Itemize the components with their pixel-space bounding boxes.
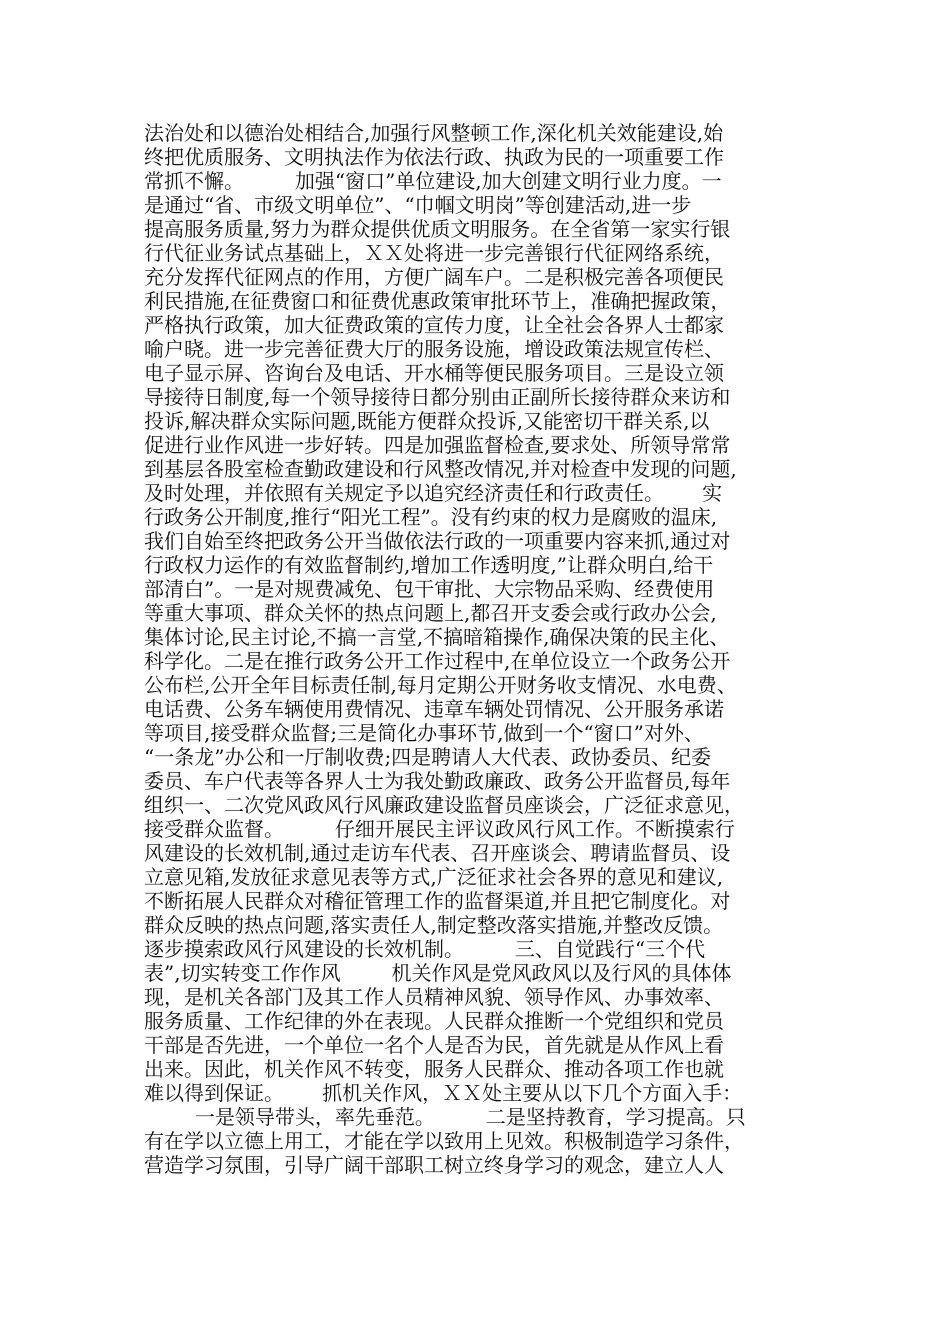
text-line: 喻户晓。进一步完善征费大厅的服务设施，增设政策法规宣传栏、: [144, 337, 724, 361]
text-line: 逐步摸索政风行风建设的长效机制。 三、自觉践行“三个代: [144, 937, 706, 961]
text-line: 我们自始至终把政务公开当做依法行政的一项重要内容来抓,通过对: [144, 529, 731, 553]
text-line: 及时处理，并依照有关规定予以追究经济责任和行政责任。 实: [144, 481, 723, 505]
text-line: 风建设的长效机制,通过走访车代表、召开座谈会、聘请监督员、设: [144, 841, 731, 865]
body-text: [144, 121, 824, 1177]
text-line: 委员、车户代表等各界人士为我处勤政廉政、政务公开监督员,每年: [144, 769, 731, 793]
text-line: 群众反映的热点问题,落实责任人,制定整改落实措施,并整改反馈。: [144, 913, 724, 937]
text-line: 集体讨论,民主讨论,不搞一言堂,不搞暗箱操作,确保决策的民主化、: [144, 625, 730, 649]
text-line: 出来。因此，机关作风不转变，服务人民群众、推动各项工作也就: [144, 1057, 724, 1081]
text-line: 不断拓展人民群众对稽征管理工作的监督渠道,并且把它制度化。对: [144, 889, 731, 913]
text-line: 科学化。二是在推行政务公开工作过程中,在单位设立一个政务公开: [144, 649, 731, 673]
text-line: 公布栏,公开全年目标责任制,每月定期公开财务收支情况、水电费、: [144, 673, 737, 697]
text-line: 充分发挥代征网点的作用，方便广阔车户。二是积极完善各项便民: [144, 265, 724, 289]
text-line: 行政务公开制度,推行“阳光工程”。没有约束的权力是腐败的温床,: [144, 505, 718, 529]
text-line: 电子显示屏、咨询台及电话、开水桶等便民服务项目。三是设立领: [144, 361, 724, 385]
text-line: 等重大事项、群众关怀的热点问题上,都召开支委会或行政办公会,: [144, 601, 717, 625]
text-line: 营造学习氛围，引导广阔干部职工树立终身学习的观念，建立人人: [144, 1153, 724, 1177]
text-line: 现，是机关各部门及其工作人员精神风貌、领导作风、办事效率、: [144, 985, 724, 1009]
text-line: 服务质量、工作纪律的外在表现。人民群众推断一个党组织和党员: [144, 1009, 724, 1033]
text-line: 促进行业作风进一步好转。四是加强监督检查,要求处、所领导常常: [144, 433, 731, 457]
text-line: 是通过“省、市级文明单位”、“巾帼文明岗”等创建活动,进一步: [144, 193, 692, 217]
text-line: 提高服务质量,努力为群众提供优质文明服务。在全省第一家实行银: [144, 217, 731, 241]
text-line: 严格执行政策，加大征费政策的宣传力度，让全社会各界人士都家: [144, 313, 724, 337]
text-line: 难以得到保证。 抓机关作风，ＸＸ处主要从以下几个方面入手：: [144, 1081, 743, 1105]
text-line: 终把优质服务、文明执法作为依法行政、执政为民的一项重要工作: [144, 145, 724, 169]
text-line: 干部是否先进，一个单位一名个人是否为民，首先就是从作风上看: [144, 1033, 724, 1057]
text-line: 表”,切实转变工作作风 机关作风是党风政风以及行风的具体体: [144, 961, 732, 985]
text-line: 有在学以立德上用工，才能在学以致用上见效。积极制造学习条件，: [144, 1129, 744, 1153]
text-line: 电话费、公务车辆使用费情况、违章车辆处罚情况、公开服务承诺: [144, 697, 724, 721]
text-line: 行政权力运作的有效监督制约,增加工作透明度,”让群众明白,给干: [144, 553, 714, 577]
text-line: 导接待日制度,每一个领导接待日都分别由正副所长接待群众来访和: [144, 385, 731, 409]
text-line: 立意见箱,发放征求意见表等方式,广泛征求社会各界的意见和建议,: [144, 865, 724, 889]
text-line: 行代征业务试点基础上，ＸＸ处将进一步完善银行代征网络系统，: [144, 241, 724, 265]
text-line: 一是领导带头，率先垂范。 二是坚持教育，学习提高。只: [144, 1105, 746, 1129]
text-line: 投诉,解决群众实际问题,既能方便群众投诉,又能密切干群关系,以: [144, 409, 710, 433]
text-line: 法治处和以德治处相结合,加强行风整顿工作,深化机关效能建设,始: [144, 121, 724, 145]
text-line: 到基层各股室检查勤政建设和行风整改情况,并对检查中发现的问题,: [144, 457, 737, 481]
text-line: 部清白”。一是对规费减免、包干审批、大宗物品采购、经费使用: [144, 577, 715, 601]
text-line: 等项目,接受群众监督;三是简化办事环节,做到一个“窗口”对外、: [144, 721, 704, 745]
text-line: 接受群众监督。 仔细开展民主评议政风行风工作。不断摸索行: [144, 817, 735, 841]
text-line: 组织一、二次党风政风行风廉政建设监督员座谈会，广泛征求意见，: [144, 793, 744, 817]
text-line: 常抓不懈。 加强“窗口”单位建设,加大创建文明行业力度。一: [144, 169, 722, 193]
text-line: 利民措施,在征费窗口和征费优惠政策审批环节上，准确把握政策，: [144, 289, 731, 313]
text-line: “一条龙”办公和一厅制收费;四是聘请人大代表、政协委员、纪委: [144, 745, 712, 769]
